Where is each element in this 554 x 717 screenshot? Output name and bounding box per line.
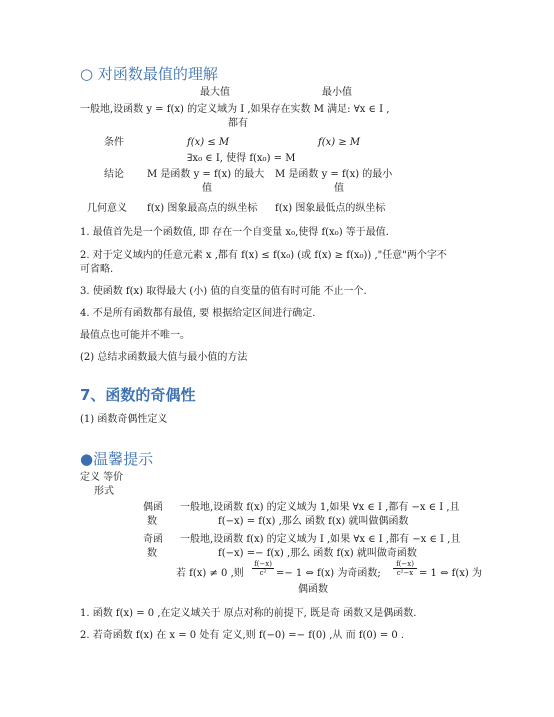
- condition-max: f(x) ≤ M: [187, 137, 230, 148]
- geometric-min: f(x) 图象最低点的纵坐标: [275, 203, 386, 214]
- conclusion-max: M 是函数 y = f(x) 的最大: [147, 169, 265, 180]
- condition-min: f(x) ≥ M: [318, 137, 361, 148]
- ratio-middle: =− 1 ⇔ f(x) 为奇函数;: [276, 568, 381, 579]
- col-header-min: 最小值: [322, 87, 352, 98]
- geometric-max: f(x) 图象最高点的纵坐标: [147, 203, 258, 214]
- note-2-cont: 可省略.: [80, 264, 114, 275]
- even-label-cont: 数: [147, 516, 157, 527]
- note-2: 2. 对于定义域内的任意元素 x ,都有 f(x) ≤ f(x₀) (或 f(x) ≥ f(x₀)) ,"任意"两个字不: [80, 250, 447, 261]
- note-5: 最值点也可能并不唯一。: [80, 330, 190, 341]
- ratio-numerator-2: f(−x): [393, 560, 417, 569]
- even-label: 偶函: [143, 502, 163, 513]
- note-4: 4. 不是所有函数都有最值, 要 根据给定区间进行确定.: [80, 308, 316, 319]
- conclusion-min: M 是函数 y = f(x) 的最小: [275, 169, 393, 180]
- section-heading-parity: 7、函数的奇偶性: [80, 386, 196, 404]
- ratio-line-cont: 偶函数: [298, 584, 328, 595]
- existence-line: ∃x₀ ∈ I, 使得 f(x₀) = M: [187, 153, 296, 164]
- ratio-denominator-2: c²−x: [396, 569, 414, 577]
- section-heading-extrema: ○ 对函数最值的理解: [80, 65, 218, 83]
- geometric-label: 几何意义: [87, 203, 127, 214]
- table-header: 定义 等价: [80, 472, 124, 483]
- note-3: 3. 使函数 f(x) 取得最大 (小) 值的自变量的值有时可能 不止一个.: [80, 286, 367, 297]
- ratio-suffix: = 1 ⇔ f(x) 为: [419, 568, 482, 579]
- odd-definition-cont: f(−x) =− f(x) ,那么 函数 f(x) 就叫做奇函数: [218, 548, 417, 559]
- odd-label-cont: 数: [147, 548, 157, 559]
- note-6: (2) 总结求函数最大值与最小值的方法: [80, 352, 248, 363]
- ratio-numerator-1: f(−x): [252, 560, 274, 569]
- even-definition: 一般地,设函数 f(x) 的定义域为 1,如果 ∀x ∈ I ,都有 −x ∈ I ,且: [180, 502, 460, 513]
- conclusion-max-cont: 值: [202, 183, 212, 194]
- ratio-denominator-1: c²: [259, 569, 267, 577]
- odd-definition: 一般地,设函数 f(x) 的定义域为 I ,如果 ∀x ∈ I ,都有 −x ∈ I ,且: [180, 534, 461, 545]
- ratio-fraction-1: [252, 560, 274, 577]
- ratio-prefix: 若 f(x) ≠ 0 ,则: [176, 568, 244, 579]
- even-definition-cont: f(−x) = f(x) ,那么 函数 f(x) 就叫做偶函数: [218, 516, 409, 527]
- odd-label: 奇函: [143, 534, 163, 545]
- parity-note-1: 1. 函数 f(x) = 0 ,在定义域关于 原点对称的前提下, 既是奇 函数又是偶函数.: [80, 608, 417, 619]
- condition-label: 条件: [104, 137, 124, 148]
- intro-line-cont: 都有: [228, 118, 248, 129]
- note-1: 1. 最值首先是一个函数值, 即 存在一个自变量 x₀,使得 f(x₀) 等于最值.: [80, 227, 389, 238]
- conclusion-min-cont: 值: [334, 183, 344, 194]
- intro-line: 一般地,设函数 y = f(x) 的定义域为 I ,如果存在实数 M 满足: ∀x ∈ I ,: [80, 104, 390, 115]
- parity-subheading: (1) 函数奇偶性定义: [80, 414, 168, 425]
- conclusion-label: 结论: [104, 169, 124, 180]
- section-heading-tip: ●温馨提示: [80, 450, 154, 468]
- table-header-cont: 形式: [94, 486, 114, 497]
- col-header-max: 最大值: [200, 87, 230, 98]
- parity-note-2: 2. 若奇函数 f(x) 在 x = 0 处有 定义,则 f(−0) =− f(0) ,从 而 f(0) = 0 .: [80, 630, 405, 641]
- ratio-fraction-2: [393, 560, 417, 577]
